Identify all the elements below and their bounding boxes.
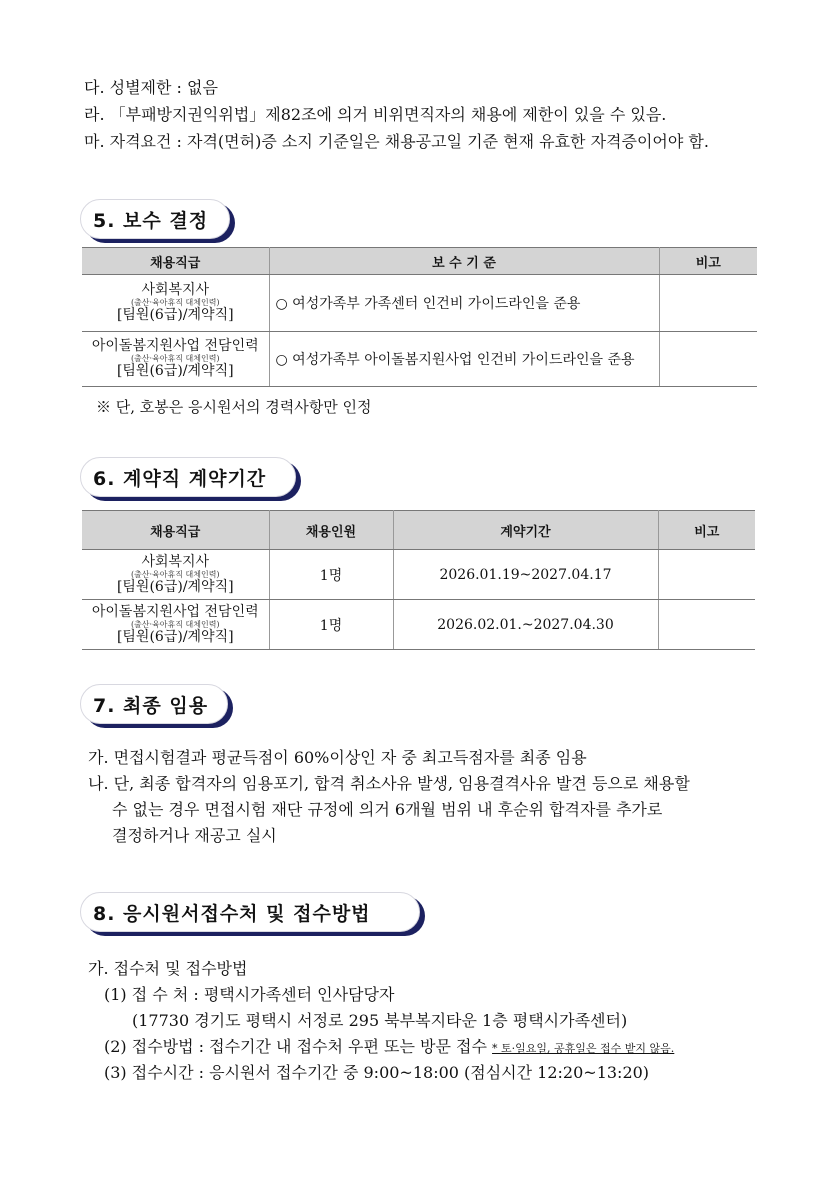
position-subtitle: (출산·육아휴직 대체인력) xyxy=(130,619,220,629)
condition-anticorruption: 라. 「부패방지권익위법」제82조에 의거 비위면직자의 채용에 제한이 있을 수 있음. xyxy=(84,105,667,124)
note-cell xyxy=(658,600,755,650)
section5-heading: 5. 보수 결정 xyxy=(80,199,230,239)
header-headcount: 채용인원 xyxy=(269,511,393,550)
note-cell xyxy=(659,332,757,387)
position-cell xyxy=(82,275,269,332)
headcount-cell: 1명 xyxy=(269,600,393,650)
salary-table xyxy=(82,247,757,387)
contract-table xyxy=(82,510,755,650)
position-subtitle: (출산·육아휴직 대체인력) xyxy=(130,298,220,307)
position-subtitle: (출산·육아휴직 대체인력) xyxy=(130,569,220,579)
position-title: 아이돌봄지원사업 전담인력 xyxy=(91,603,259,620)
salary-standard-cell: ○ 여성가족부 가족센터 인건비 가이드라인을 준용 xyxy=(269,275,659,332)
position-title: 사회복지사 xyxy=(141,282,210,298)
application-method-line xyxy=(104,1036,674,1060)
position-cell xyxy=(82,550,269,600)
section8-heading: 8. 응시원서접수처 및 접수방법 xyxy=(80,892,420,932)
appointment-item-continued: 결정하거나 재공고 실시 xyxy=(112,826,277,845)
contract-table-header xyxy=(82,511,755,550)
contract-period-cell: 2026.02.01.~2027.04.30 xyxy=(393,600,658,650)
position-grade: [팀원(6급)/계약직] xyxy=(116,363,234,379)
position-title: 사회복지사 xyxy=(141,553,210,570)
header-position: 채용직급 xyxy=(82,511,269,550)
appointment-item: 가. 면접시험결과 평균득점이 60%이상인 자 중 최고득점자를 최종 임용 xyxy=(88,748,587,767)
application-address: (17730 경기도 평택시 서정로 295 북부복지타운 1층 평택시가족센터) xyxy=(132,1011,628,1030)
salary-standard-cell: ○ 여성가족부 아이돌봄지원사업 인건비 가이드라인을 준용 xyxy=(269,332,659,387)
application-method: (2) 접수방법 : 접수기간 내 접수처 우편 또는 방문 접수 xyxy=(104,1037,487,1056)
position-grade: [팀원(6급)/계약직] xyxy=(116,578,234,595)
application-place: (1) 접 수 처 : 평택시가족센터 인사담당자 xyxy=(104,985,395,1004)
application-time: (3) 접수시간 : 응시원서 접수기간 중 9:00~18:00 (점심시간 12:20~13:20) xyxy=(104,1063,650,1082)
position-subtitle: (출산·육아휴직 대체인력) xyxy=(130,354,220,363)
appointment-item-continued: 수 없는 경우 면접시험 재단 규정에 의거 6개월 범위 내 후순위 합격자를 추가로 xyxy=(112,800,663,819)
position-cell xyxy=(82,332,269,387)
note-cell xyxy=(659,275,757,332)
section6-heading: 6. 계약직 계약기간 xyxy=(80,457,296,497)
header-contract-period: 계약기간 xyxy=(393,511,658,550)
header-note: 비고 xyxy=(658,511,755,550)
condition-qualification: 마. 자격요건 : 자격(면허)증 소지 기준일은 채용공고일 기준 현재 유효한 자격증이어야 함. xyxy=(84,132,709,151)
table-row xyxy=(82,550,755,600)
salary-table-header xyxy=(82,248,757,275)
headcount-cell: 1명 xyxy=(269,550,393,600)
appointment-item: 나. 단, 최종 합격자의 임용포기, 합격 취소사유 발생, 임용결격사유 발견 등으로 채용할 xyxy=(88,774,690,793)
header-note: 비고 xyxy=(659,248,757,275)
contract-period-cell: 2026.01.19~2027.04.17 xyxy=(393,550,658,600)
position-grade: [팀원(6급)/계약직] xyxy=(116,307,234,323)
table-row xyxy=(82,332,757,387)
salary-footnote: ※ 단, 호봉은 응시원서의 경력사항만 인정 xyxy=(96,398,372,416)
table-row xyxy=(82,600,755,650)
section7-heading: 7. 최종 임용 xyxy=(80,684,228,724)
position-grade: [팀원(6급)/계약직] xyxy=(116,628,234,645)
position-cell xyxy=(82,600,269,650)
position-title: 아이돌봄지원사업 전담인력 xyxy=(91,338,259,354)
note-cell xyxy=(658,550,755,600)
condition-gender: 다. 성별제한 : 없음 xyxy=(84,78,218,97)
header-position: 채용직급 xyxy=(82,248,269,275)
application-method-note: * 토·일요일, 공휴일은 접수 받지 않음. xyxy=(492,1042,675,1055)
header-salary-standard: 보 수 기 준 xyxy=(269,248,659,275)
application-intro: 가. 접수처 및 접수방법 xyxy=(88,959,248,978)
table-row xyxy=(82,275,757,332)
